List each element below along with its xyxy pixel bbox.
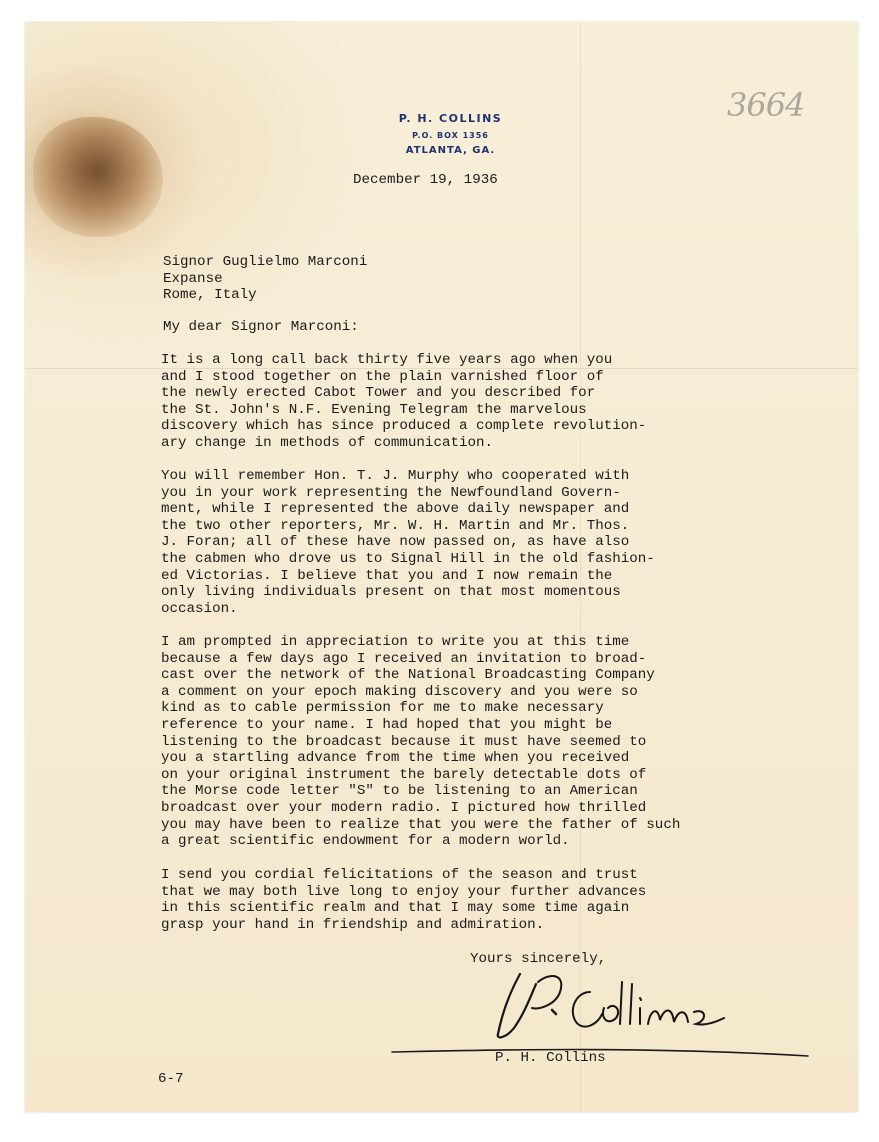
- handwritten-signature: [480, 962, 740, 1042]
- letterhead-po-box: P.O. BOX 1356: [412, 131, 489, 140]
- recipient-line-1: Signor Guglielmo Marconi: [163, 254, 368, 270]
- reference-code: 6-7: [158, 1071, 184, 1087]
- body-paragraph-4: I send you cordial felicitations of the season and trust that we may both live long to enjoy your further advances in this scientific realm and that I may some time again grasp your hand in friendship and admiration.: [161, 867, 647, 933]
- closing: Yours sincerely,: [470, 951, 607, 967]
- recipient-line-3: Rome, Italy: [163, 287, 257, 304]
- archive-number: 3664: [727, 86, 805, 124]
- letter-page: [25, 22, 858, 1112]
- body-paragraph-1: It is a long call back thirty five years ago when you and I stood together on the plain varnished floor of the newly erected Cabot Tower and you described for the St. John's N.F. Evening Telegram the marvelous discovery which has since produced a complete revolution- ary change in methods of communication.: [161, 352, 647, 451]
- body-paragraph-3: I am prompted in appreciation to write you at this time because a few days ago I received an invitation to broad- cast over the network of the National Broadcasting Company a comment on your epoch making discovery and you were so kind as to cable permission for me to make necessary reference to your name. I had hoped that you might be listening to the broadcast because it must have seemed to you a startling advance from the time when you received on your original instrument the barely detectable dots of the Morse code letter "S" to be listening to an American broadcast over your modern radio. I pictured how thrilled you may have been to realize that you were the father of such a great scientific endowment for a modern world.: [161, 634, 681, 850]
- letterhead-name: P. H. COLLINS: [398, 112, 503, 125]
- letter-date: December 19, 1936: [353, 172, 498, 188]
- body-paragraph-2: You will remember Hon. T. J. Murphy who cooperated with you in your work representing the Newfoundland Govern- ment, while I represented the above daily newspaper and the two other reporters, Mr. W. H. Martin and Mr. Thos. J. Foran; all of these have now passed on, as have also the cabmen who drove us to Signal Hill in the old fashion- ed Victorias. I believe that you and I now remain the only living individuals present on that most momentous occasion.: [161, 468, 655, 617]
- recipient-address: [163, 254, 367, 304]
- typed-signatory-name: P. H. Collins: [495, 1050, 606, 1066]
- letterhead-city: ATLANTA, GA.: [405, 145, 496, 156]
- salutation: My dear Signor Marconi:: [163, 319, 359, 335]
- recipient-line-2: Expanse: [163, 270, 223, 287]
